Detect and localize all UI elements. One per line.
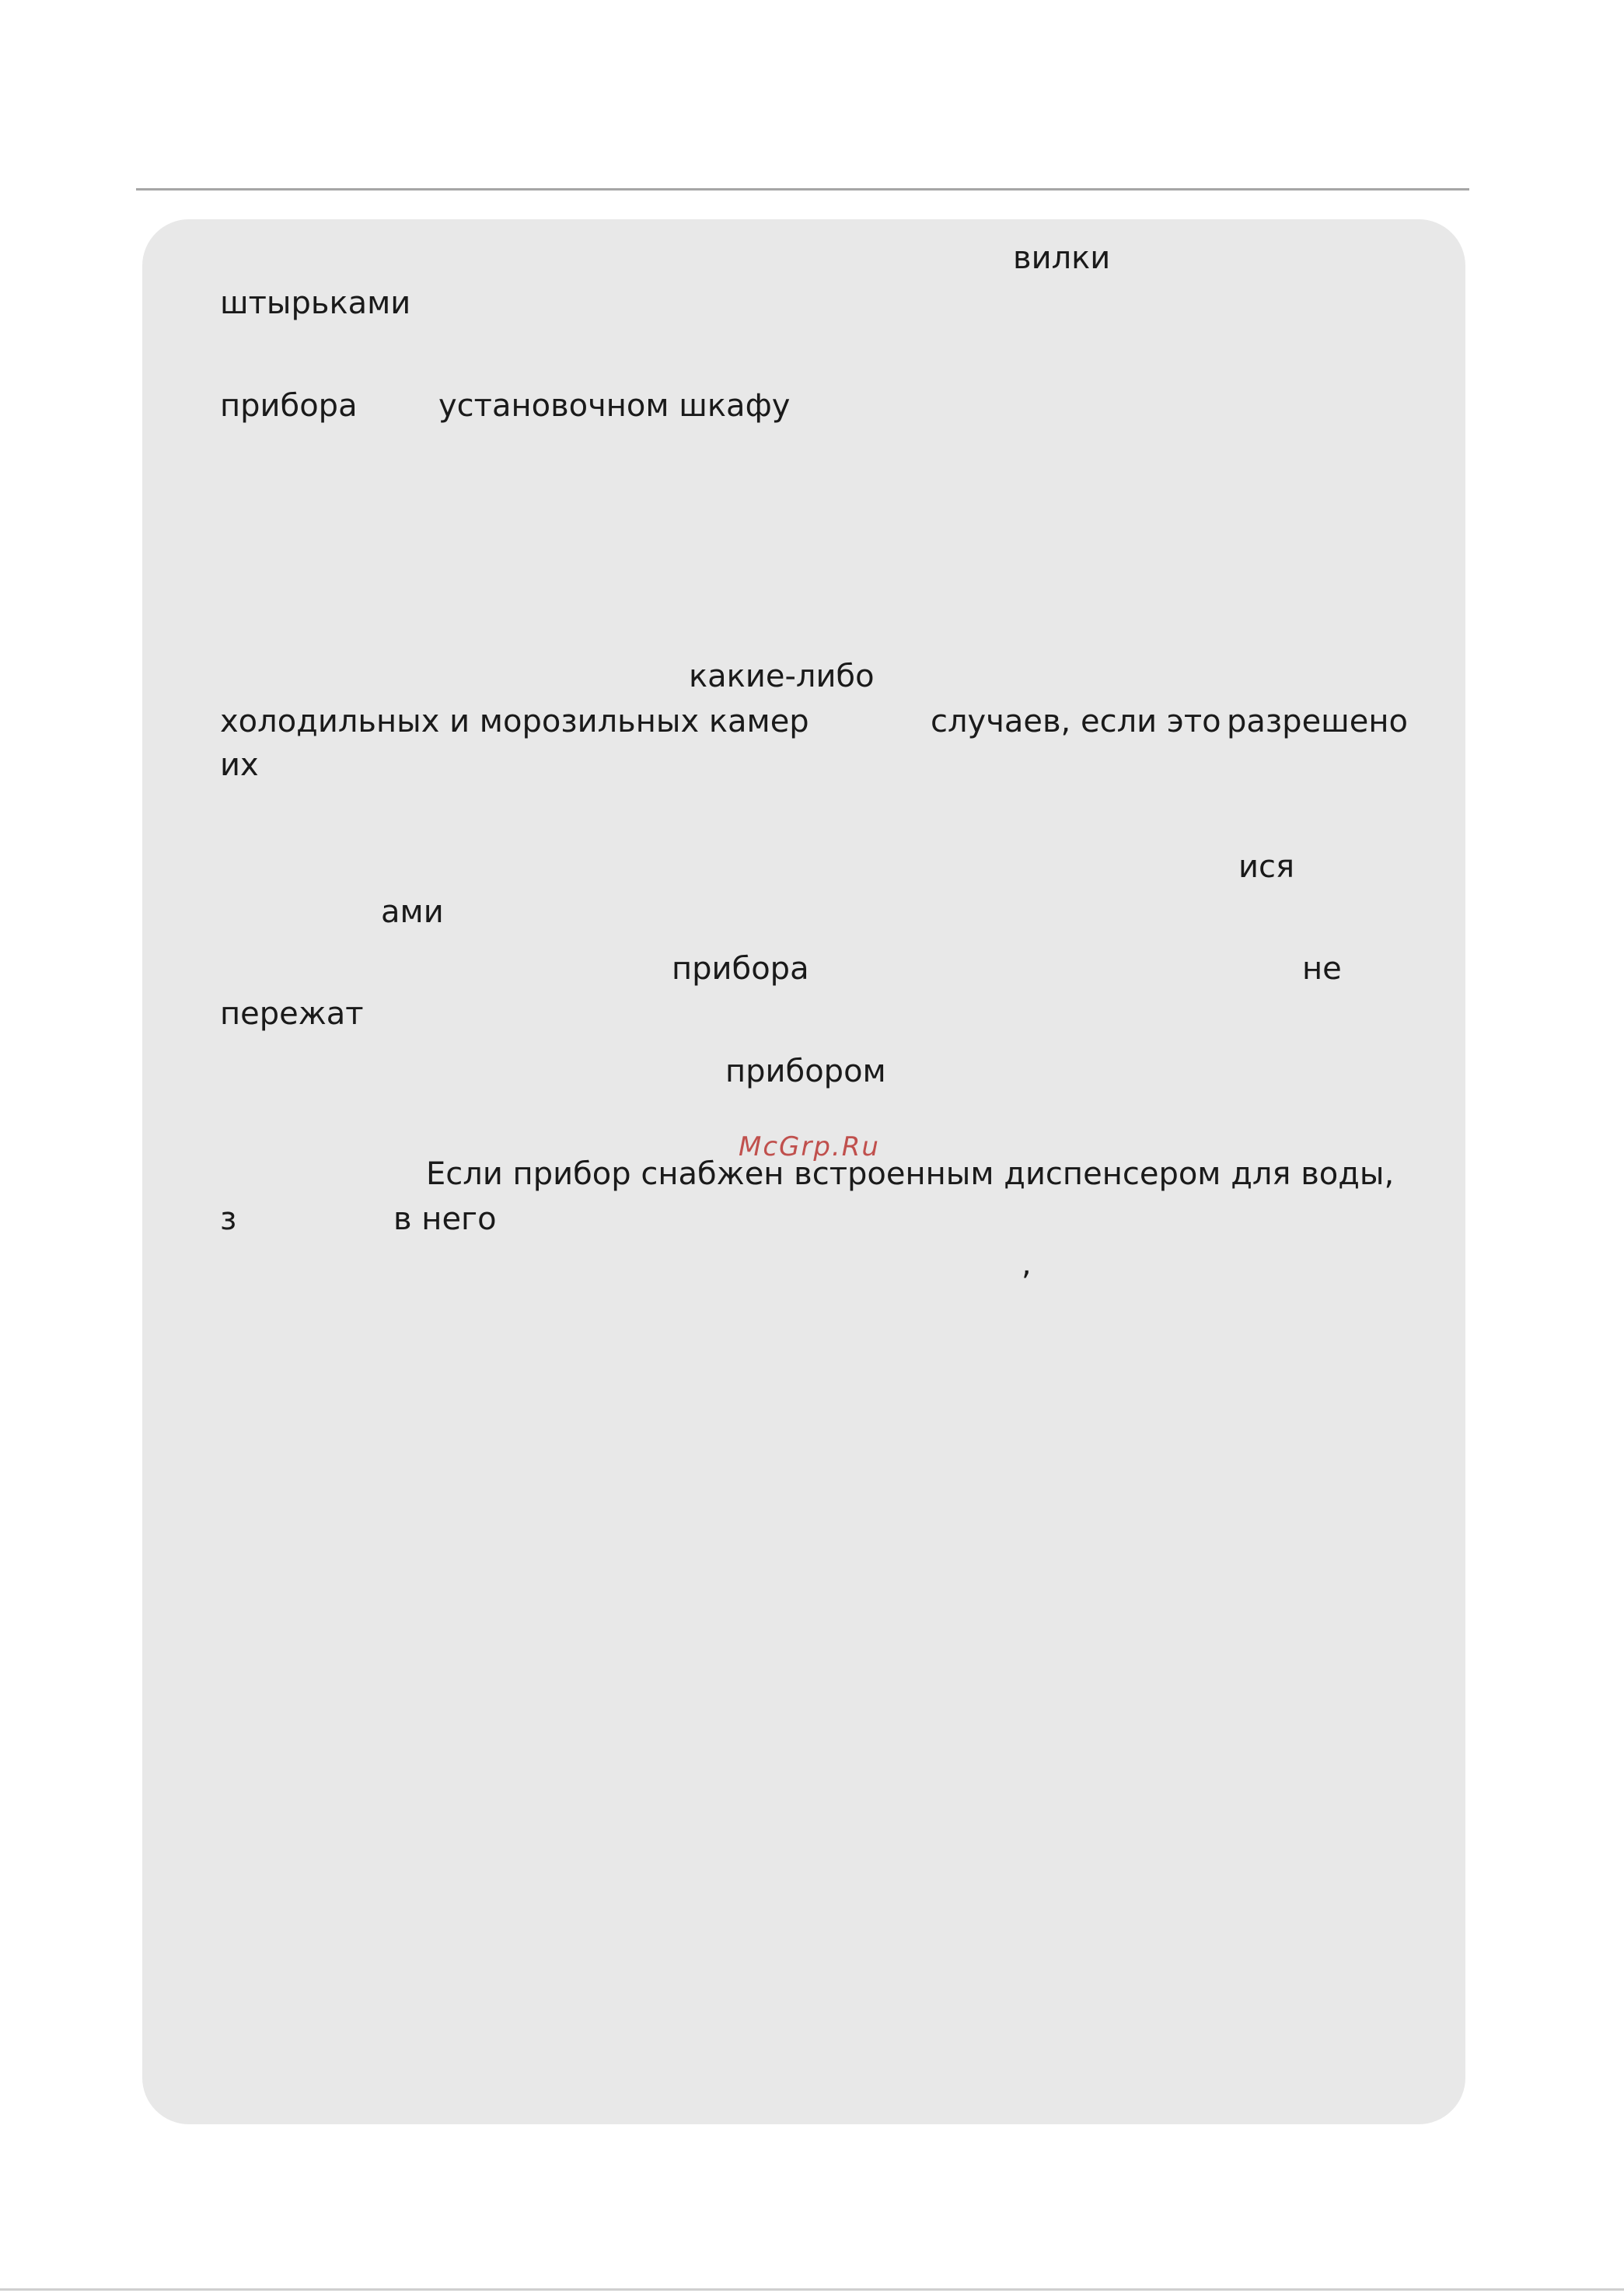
text-fragment: Если прибор снабжен встроенным диспенсером для воды, xyxy=(426,1156,1395,1192)
text-fragment: вилки xyxy=(1013,240,1111,276)
header-divider xyxy=(136,188,1469,191)
text-fragment: ами xyxy=(381,894,444,930)
text-fragment: какие-либо xyxy=(689,659,875,694)
text-fragment: прибора xyxy=(220,388,358,424)
watermark: McGrp.Ru xyxy=(739,1131,880,1162)
text-fragment: не xyxy=(1302,951,1342,987)
text-fragment: разрешено xyxy=(1227,704,1409,739)
text-fragment: холодильных и морозильных камер xyxy=(220,704,809,739)
text-fragment: , xyxy=(1022,1246,1032,1282)
text-fragment: установочном шкафу xyxy=(438,388,791,424)
text-fragment: прибора xyxy=(672,951,809,987)
text-fragment: случаев, если это xyxy=(931,704,1221,739)
text-fragment: ися xyxy=(1238,849,1295,885)
text-fragment: пережат xyxy=(220,996,364,1032)
text-fragment: штырьками xyxy=(220,285,411,321)
text-fragment: прибором xyxy=(725,1054,886,1089)
text-fragment: их xyxy=(220,747,259,783)
footer-divider xyxy=(0,2288,1624,2291)
text-fragment: в него xyxy=(393,1201,497,1237)
text-fragment: з xyxy=(220,1201,237,1237)
